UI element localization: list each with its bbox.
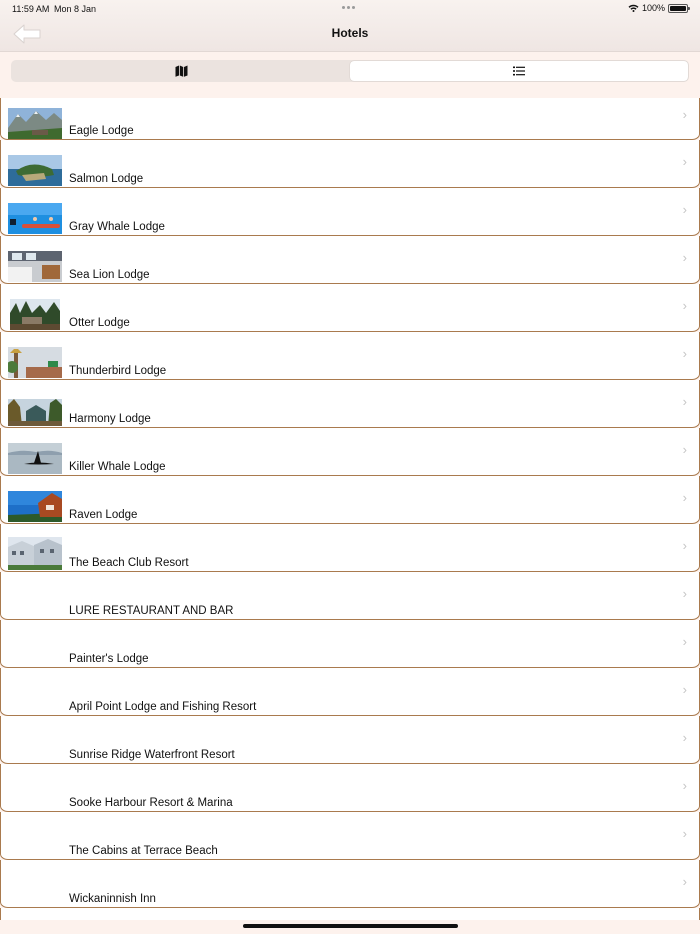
wifi-icon: [628, 4, 639, 12]
chevron-right-icon: ›: [682, 586, 687, 601]
hotel-name: Thunderbird Lodge: [69, 365, 167, 377]
hotel-row[interactable]: [0, 812, 700, 860]
hotel-name: Otter Lodge: [69, 317, 130, 329]
hotel-row[interactable]: [0, 284, 700, 332]
hotel-row[interactable]: [0, 716, 700, 764]
hotel-thumbnail: [8, 203, 62, 234]
chevron-right-icon: ›: [682, 826, 687, 841]
hotel-name: Sea Lion Lodge: [69, 269, 150, 281]
battery-percent: 100%: [641, 3, 665, 13]
navigation-bar: [0, 0, 700, 52]
page-title: Hotels: [331, 26, 369, 40]
multitasking-dots-icon[interactable]: [342, 6, 355, 9]
chevron-right-icon: ›: [682, 107, 687, 122]
hotel-row[interactable]: [0, 428, 700, 476]
list-view-segment[interactable]: [350, 61, 688, 81]
chevron-right-icon: ›: [682, 346, 687, 361]
hotel-name: LURE RESTAURANT AND BAR: [69, 605, 234, 617]
hotel-thumbnail: [8, 251, 62, 282]
chevron-right-icon: ›: [682, 538, 687, 553]
hotel-thumbnail: [8, 155, 62, 186]
hotel-thumbnail: [10, 299, 60, 330]
hotel-row[interactable]: [0, 860, 700, 908]
hotel-name: Harmony Lodge: [69, 413, 151, 425]
hotel-name: The Cabins at Terrace Beach: [69, 845, 218, 857]
hotel-thumbnail: [8, 491, 62, 522]
hotel-row[interactable]: [0, 764, 700, 812]
chevron-right-icon: ›: [682, 634, 687, 649]
status-time: 11:59 AM: [12, 4, 50, 14]
hotel-name: The Beach Club Resort: [69, 557, 189, 569]
status-date: Mon 8 Jan: [54, 4, 97, 14]
chevron-right-icon: ›: [682, 202, 687, 217]
chevron-right-icon: ›: [682, 442, 687, 457]
hotel-row[interactable]: [0, 572, 700, 620]
chevron-right-icon: ›: [682, 394, 687, 409]
hotel-row[interactable]: [0, 236, 700, 284]
hotel-name: Gray Whale Lodge: [69, 221, 165, 233]
list-icon: [513, 66, 525, 76]
hotel-row[interactable]: [0, 524, 700, 572]
chevron-right-icon: ›: [682, 682, 687, 697]
hotel-list: [0, 98, 700, 920]
map-view-segment[interactable]: [12, 61, 350, 81]
chevron-right-icon: ›: [682, 778, 687, 793]
hotel-row[interactable]: [0, 476, 700, 524]
hotel-thumbnail: [8, 108, 62, 139]
hotel-name: Painter's Lodge: [69, 653, 149, 665]
hotel-thumbnail: [8, 347, 62, 378]
home-bar-area: [0, 920, 700, 934]
view-mode-segmented-control: [11, 60, 689, 82]
chevron-right-icon: ›: [682, 874, 687, 889]
home-indicator[interactable]: [243, 924, 458, 928]
hotel-name: Raven Lodge: [69, 509, 138, 521]
map-icon: [175, 65, 188, 77]
battery-icon: [668, 4, 688, 13]
chevron-right-icon: ›: [682, 490, 687, 505]
hotel-row[interactable]: [0, 332, 700, 380]
status-bar: [0, 0, 700, 18]
chevron-right-icon: ›: [682, 250, 687, 265]
hotel-row[interactable]: [0, 668, 700, 716]
hotel-row[interactable]: [0, 140, 700, 188]
chevron-right-icon: ›: [682, 154, 687, 169]
hotel-name: April Point Lodge and Fishing Resort: [69, 701, 257, 713]
hotel-name: Sooke Harbour Resort & Marina: [69, 797, 233, 809]
hotel-thumbnail: [8, 537, 62, 570]
hotel-row[interactable]: [0, 620, 700, 668]
hotel-row[interactable]: [0, 188, 700, 236]
hotel-name: Sunrise Ridge Waterfront Resort: [69, 749, 235, 761]
status-right: [628, 3, 688, 13]
hotel-row-partial[interactable]: [0, 908, 700, 920]
chevron-right-icon: ›: [682, 298, 687, 313]
hotel-name: Killer Whale Lodge: [69, 461, 166, 473]
hotel-row[interactable]: [0, 380, 700, 428]
hotel-name: Wickaninnish Inn: [69, 893, 156, 905]
hotel-row[interactable]: [0, 98, 700, 140]
chevron-right-icon: ›: [682, 730, 687, 745]
hotel-thumbnail: [8, 443, 62, 474]
hotel-name: Eagle Lodge: [69, 125, 134, 137]
hotel-name: Salmon Lodge: [69, 173, 144, 185]
hotel-thumbnail: [8, 399, 62, 426]
